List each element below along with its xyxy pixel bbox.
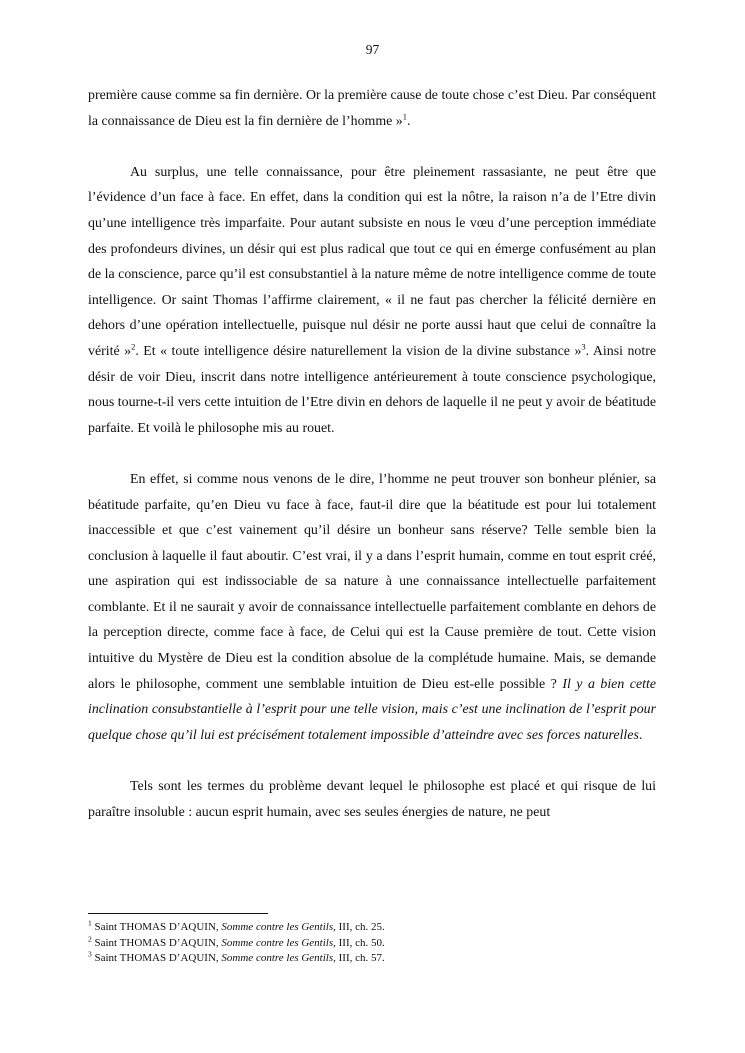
footnote-number: 1 (88, 918, 92, 928)
footnote-text: , III, ch. 50. (333, 936, 385, 949)
paragraph-text: . (406, 113, 411, 129)
paragraph-text: . (638, 727, 643, 743)
footnote-title: Somme contre les Gentils (221, 921, 334, 933)
page-number: 97 (365, 42, 380, 57)
paragraph-continuation (88, 83, 656, 134)
paragraph-text: première cause comme sa fin dernière. Or la première cause de toute chose c’est Dieu. Par conséquent la connaissance de Dieu est la fin dernière de l’homme » (88, 88, 656, 129)
footnote-text: Saint THOMAS D’AQUIN, (94, 952, 222, 964)
footnote-ref-1[interactable]: 1 (402, 110, 407, 121)
footnote-3 (88, 951, 656, 967)
footnote-number: 3 (88, 949, 92, 959)
paragraph-text: . Et « toute intelligence désire naturellement la vision de la divine substance » (135, 343, 582, 359)
footnote-2 (88, 933, 656, 952)
paragraph-text: Tels sont les termes du problème devant lequel le philosophe est placé et qui risque de lui paraître insoluble : aucun esprit humain, avec ses seules énergies de nature, ne peut (88, 779, 656, 820)
footnotes (88, 920, 656, 967)
italic-passage: Il y a bien cette inclination consubstantielle à l’esprit pour une telle vision, mais c’est une inclination de l’esprit pour quelque chose qu’il lui est précisément totalement impossible d’atteindre avec ses forces naturelles (88, 676, 656, 743)
footnote-ref-3[interactable]: 3 (581, 341, 586, 352)
footnote-title: Somme contre les Gentils (221, 936, 334, 949)
paragraph-text: En effet, si comme nous venons de le dire, l’homme ne peut trouver son bonheur plénier, sa béatitude parfaite, qu’en Dieu vu face à face, faut-il dire que la béatitude est pour lui totalement inaccessible et que c’est vainement qu’il désire un bonheur sans réserve? Telle semble bien la conclusion à laquelle il faut aboutir. C’est vrai, il y a dans l’esprit humain, comme en tout esprit créé, une aspiration qui est indissociable de sa nature à une connaissance intellectuelle parfaitement comblante. Et il ne saurait y avoir de connaissance intellectuelle parfaitement comblante en dehors de la perception directe, comme face à face, de Celui qui est la Cause première de tout. Cette vision intuitive du Mystère de Dieu est la condition absolue de la complétude humaine. Mais, se demande alors le philosophe, comment une semblable intuition de Dieu est-elle possible ? (88, 471, 656, 692)
paragraph-en-effet (88, 467, 656, 749)
footnote-title: Somme contre les Gentils (221, 952, 334, 964)
paragraph-text: . Ainsi notre désir de voir Dieu, inscrit dans notre intelligence antérieurement à toute conscience psychologique, nous tourne-t-il vers cette intuition de l’Etre divin en dehors de laquelle il ne peut y avoir de béatitude parfaite. Et voilà le philosophe mis au rouet. (88, 343, 656, 436)
paragraph-au-surplus (88, 160, 656, 442)
footnote-ref-2[interactable]: 2 (131, 341, 136, 352)
footnote-text: Saint THOMAS D’AQUIN, (94, 936, 222, 949)
footnote-number: 2 (88, 933, 92, 943)
footnote-divider (88, 913, 268, 914)
paragraph-tels-sont (88, 774, 656, 825)
body-text (88, 83, 656, 825)
footnote-text: , III, ch. 57. (333, 952, 385, 964)
footnote-1 (88, 920, 656, 936)
footnote-text: Saint THOMAS D’AQUIN, (94, 921, 222, 933)
footnote-text: , III, ch. 25. (333, 921, 385, 933)
paragraph-text: Au surplus, une telle connaissance, pour être pleinement rassasiante, ne peut être que l’évidence d’un face à face. En effet, dans la condition qui est la nôtre, la raison n’a de l’Etre divin qu’une intelligence très imparfaite. Pour autant subsiste en nous le vœu d’une perception immédiate des profondeurs divines, un désir qui est plus radical que tout ce qui en émerge confusément au plan de la conscience, parce qu’il est consubstantiel à la nature même de notre intelligence comme de toute intelligence. Or saint Thomas l’affirme clairement, « il ne faut pas chercher la félicité dernière en dehors d’une opération intellectuelle, puisque nul désir ne porte aussi haut que celui de connaître la vérité » (88, 164, 656, 359)
